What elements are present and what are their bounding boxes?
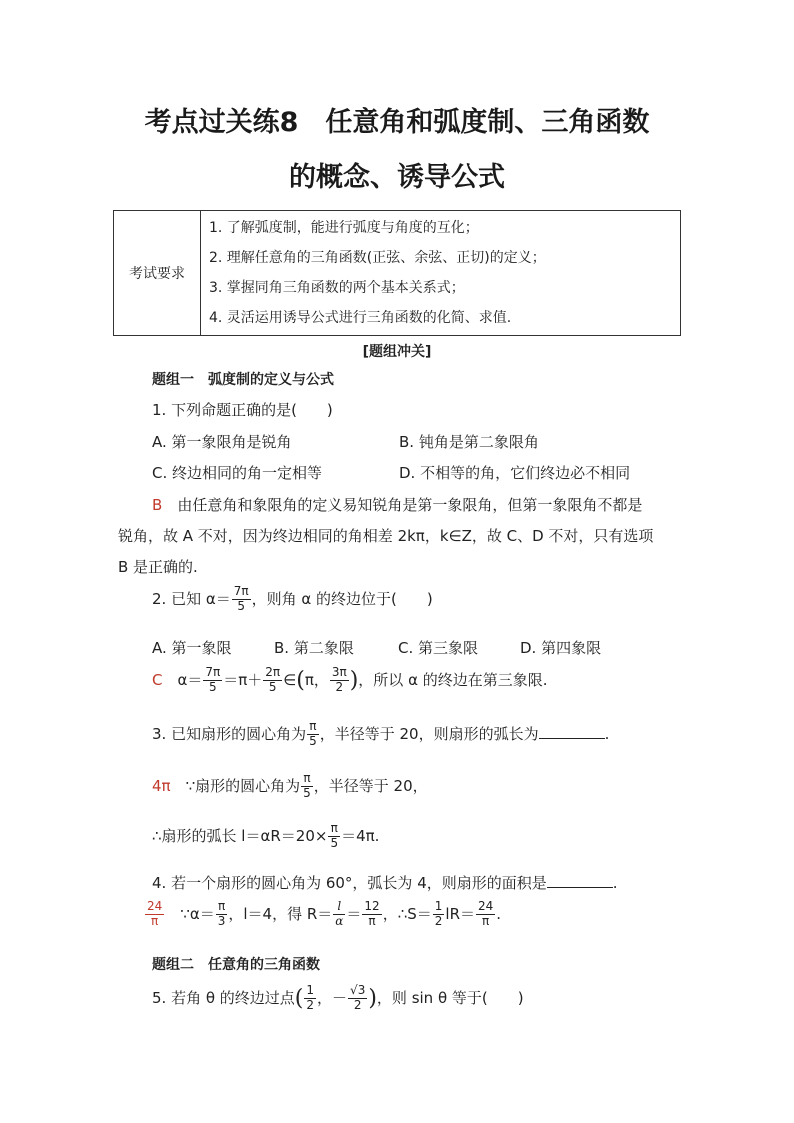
question-2-stem bbox=[152, 585, 433, 614]
question-4-answer bbox=[145, 900, 164, 929]
fraction bbox=[330, 666, 349, 695]
requirement-item: 3. 掌握同角三角函数的两个基本关系式； bbox=[209, 280, 465, 296]
numerator: √3 bbox=[350, 983, 366, 997]
denominator: 2 bbox=[335, 679, 344, 694]
question-1-option-d: D. 不相等的角，它们终边必不相同 bbox=[399, 464, 631, 482]
question-4-stem bbox=[152, 872, 618, 893]
solution-text: ＝π＋ bbox=[223, 670, 263, 689]
numerator: 2π bbox=[265, 665, 281, 679]
page-title-line-1: 考点过关练8 任意角和弧度制、三角函数 bbox=[144, 107, 650, 138]
numerator: 12 bbox=[364, 899, 380, 913]
fraction bbox=[333, 900, 345, 929]
solution-text: ，∴S＝ bbox=[382, 904, 432, 923]
question-5-stem bbox=[152, 984, 524, 1013]
question-3-solution-line-2 bbox=[152, 822, 379, 851]
fraction bbox=[304, 984, 316, 1013]
question-2-solution bbox=[152, 666, 548, 695]
answer-blank bbox=[539, 726, 605, 739]
numerator: l bbox=[333, 900, 345, 915]
left-paren: ( bbox=[294, 985, 304, 1011]
stem-text: . bbox=[604, 724, 610, 743]
solution-text: ，l＝4，得 R＝ bbox=[228, 904, 333, 923]
right-paren: ) bbox=[349, 667, 359, 693]
numerator: 7π bbox=[233, 584, 249, 598]
question-1-solution-line-2: 锐角，故 A 不对，因为终边相同的角相差 2kπ，k∈Z，故 C、D 不对，只有选项 bbox=[118, 527, 654, 545]
denominator: π bbox=[151, 913, 159, 928]
question-2-option-a: A. 第一象限 bbox=[152, 639, 232, 657]
denominator: 2 bbox=[353, 997, 362, 1012]
question-2-option-d: D. 第四象限 bbox=[520, 639, 602, 657]
stem-text: 2. 已知 α＝ bbox=[152, 589, 231, 608]
solution-text: 由任意角和象限角的定义易知锐角是第一象限角，但第一象限角不都是 bbox=[177, 496, 643, 514]
right-paren: ) bbox=[368, 985, 377, 1011]
fraction bbox=[203, 666, 222, 695]
denominator: π bbox=[482, 913, 490, 928]
numerator: 3π bbox=[331, 665, 347, 679]
fraction bbox=[232, 585, 251, 614]
stem-text: 3. 已知扇形的圆心角为 bbox=[152, 724, 307, 743]
denominator: 5 bbox=[303, 785, 311, 800]
left-paren: ( bbox=[296, 667, 305, 693]
question-1-answer: B bbox=[152, 496, 163, 514]
fraction bbox=[348, 984, 367, 1013]
solution-text: ∵扇形的圆心角为 bbox=[185, 776, 301, 795]
stem-text: . bbox=[612, 874, 618, 892]
stem-text: ，则角 α 的终边位于( ) bbox=[251, 589, 433, 608]
numerator: π bbox=[307, 720, 319, 735]
fraction bbox=[263, 666, 282, 695]
denominator: 3 bbox=[217, 913, 226, 928]
numerator: 1 bbox=[434, 899, 443, 913]
solution-text: ∴扇形的弧长 l＝αR＝20× bbox=[152, 826, 328, 845]
question-1-option-c: C. 终边相同的角一定相等 bbox=[152, 464, 323, 482]
fraction bbox=[216, 900, 228, 929]
denominator: 2 bbox=[434, 913, 443, 928]
fraction bbox=[362, 900, 381, 929]
answer-blank bbox=[547, 875, 613, 888]
question-4-solution bbox=[144, 900, 501, 929]
solution-text: π， bbox=[304, 670, 329, 689]
numerator: 24 bbox=[478, 899, 494, 913]
requirement-item: 2. 理解任意角的三角函数(正弦、余弦、正切)的定义； bbox=[209, 250, 546, 266]
denominator: 5 bbox=[268, 679, 277, 694]
fraction bbox=[433, 900, 445, 929]
denominator: π bbox=[368, 913, 376, 928]
denominator: α bbox=[335, 913, 344, 928]
requirement-item: 1. 了解弧度制，能进行弧度与角度的互化； bbox=[209, 220, 479, 236]
numerator: π bbox=[216, 900, 228, 915]
question-3-solution-line-1 bbox=[152, 772, 428, 801]
solution-text: ∵α＝ bbox=[180, 904, 215, 923]
stem-text: ，则 sin θ 等于( ) bbox=[376, 988, 524, 1007]
stem-text: 4. 若一个扇形的圆心角为 60°，弧长为 4，则扇形的面积是 bbox=[152, 874, 547, 892]
question-3-stem bbox=[152, 720, 609, 749]
requirements-items bbox=[201, 211, 681, 336]
question-1-solution-line-1 bbox=[152, 494, 642, 515]
fraction bbox=[301, 772, 313, 801]
denominator: 5 bbox=[330, 835, 339, 850]
question-2-option-b: B. 第二象限 bbox=[274, 639, 354, 657]
solution-text: lR＝ bbox=[445, 904, 475, 923]
numerator: π bbox=[301, 772, 313, 787]
solution-text: ＝ bbox=[346, 904, 362, 923]
denominator: 5 bbox=[309, 733, 317, 748]
numerator: 7π bbox=[205, 665, 221, 679]
solution-text: . bbox=[496, 904, 502, 923]
numerator: π bbox=[328, 822, 340, 837]
requirements-table bbox=[113, 210, 681, 336]
stem-text: ，半径等于 20，则扇形的弧长为 bbox=[319, 724, 539, 743]
fraction bbox=[476, 900, 495, 929]
denominator: 2 bbox=[306, 997, 315, 1012]
solution-text: ∈ bbox=[283, 670, 297, 689]
question-3-answer: 4π bbox=[152, 776, 171, 795]
numerator: 1 bbox=[306, 983, 315, 997]
question-2-option-c: C. 第三象限 bbox=[398, 639, 479, 657]
stem-text: 5. 若角 θ 的终边过点 bbox=[152, 988, 295, 1007]
solution-text: ，半径等于 20， bbox=[313, 776, 428, 795]
numerator: 24 bbox=[147, 899, 163, 913]
denominator: 5 bbox=[209, 679, 217, 694]
fraction bbox=[307, 720, 319, 749]
group-2-heading: 题组二 任意角的三角函数 bbox=[152, 957, 320, 973]
page-title-line-2: 的概念、诱导公式 bbox=[289, 162, 505, 193]
question-2-answer: C bbox=[152, 670, 163, 689]
requirement-item: 4. 灵活运用诱导公式进行三角函数的化简、求值. bbox=[209, 310, 512, 326]
question-1-stem: 1. 下列命题正确的是( ) bbox=[152, 401, 333, 419]
denominator: 5 bbox=[237, 598, 245, 613]
question-1-option-a: A. 第一象限角是锐角 bbox=[152, 433, 292, 451]
solution-text: ，所以 α 的终边在第三象限. bbox=[358, 670, 548, 689]
solution-text: α＝ bbox=[177, 670, 203, 689]
section-tag: [题组冲关] bbox=[362, 344, 432, 360]
question-1-option-b: B. 钝角是第二象限角 bbox=[399, 433, 539, 451]
question-1-solution-line-3: B 是正确的. bbox=[118, 558, 198, 576]
stem-text: ，－ bbox=[317, 988, 348, 1007]
fraction bbox=[328, 822, 340, 851]
solution-text: ＝4π. bbox=[341, 826, 380, 845]
group-1-heading: 题组一 弧度制的定义与公式 bbox=[152, 372, 334, 388]
requirements-label: 考试要求 bbox=[114, 211, 201, 336]
